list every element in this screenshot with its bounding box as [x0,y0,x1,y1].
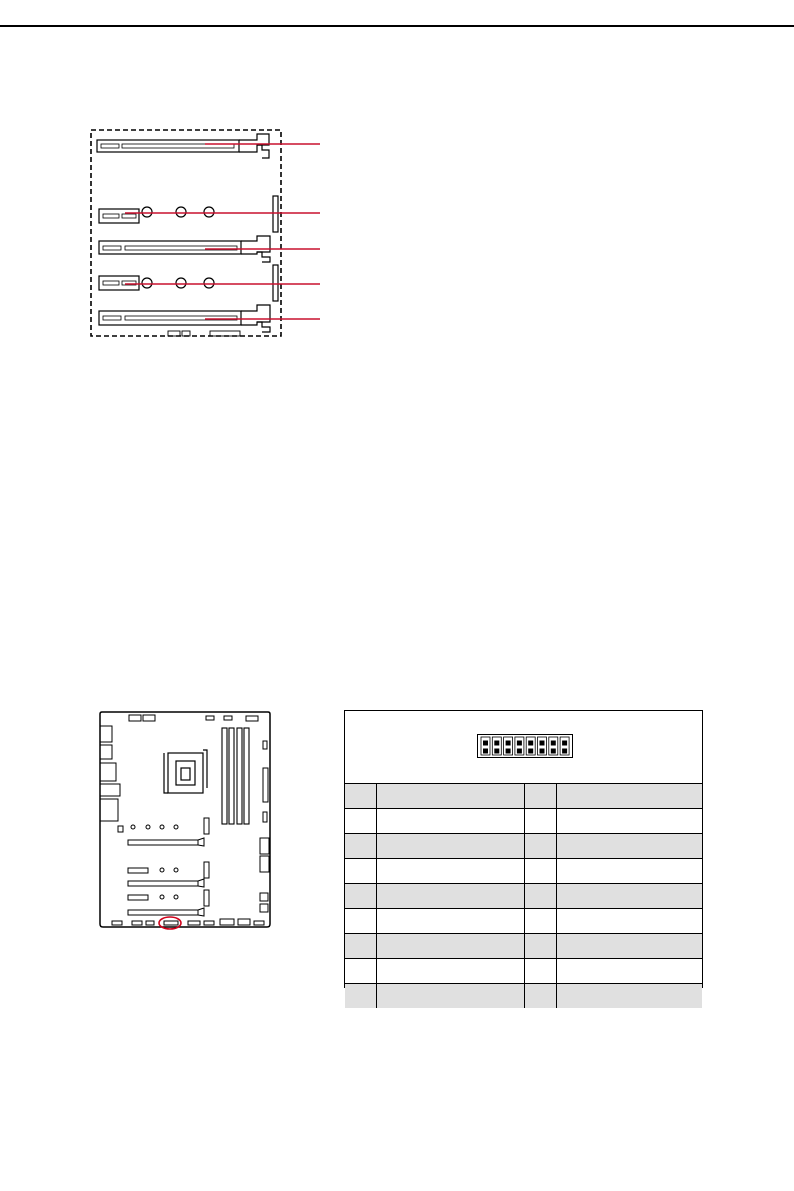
signal-name-cell [377,884,525,909]
pin [517,749,521,753]
signal-name-cell [557,984,703,1009]
standoff-hole [142,278,152,288]
pin-number-cell [345,884,377,909]
cpu-socket [164,750,207,793]
standoff-hole [204,278,214,288]
pin-number-cell [345,909,377,934]
pin [563,741,567,745]
pin-number-header [525,784,557,809]
pin [551,741,555,745]
standoff-hole [204,207,214,217]
callout-lines [125,144,320,319]
cpu-power-connector [143,715,155,721]
signal-name-header [377,784,525,809]
pin [506,741,510,745]
signal-name-cell [557,884,703,909]
pcie-slot-4 [99,276,214,290]
board-section-outline [91,130,281,336]
pcie-slots-small [118,818,209,916]
pin-number-cell [525,909,557,934]
table-header-row [345,784,702,809]
pin [551,749,555,753]
pinout-row [345,984,702,1009]
pin [529,749,533,753]
pinout-row [345,934,702,959]
pin-number-cell [525,834,557,859]
pinout-row [345,909,702,934]
pin-number-cell [525,934,557,959]
pinout-table [345,783,702,1008]
atx-power-connector [263,768,268,802]
signal-name-cell [557,934,703,959]
pin-number-cell [345,984,377,1009]
signal-name-cell [377,959,525,984]
standoff-hole [142,207,152,217]
signal-name-cell [377,934,525,959]
pinout-row [345,859,702,884]
pin [484,749,488,753]
pin-number-cell [345,859,377,884]
pin [495,741,499,745]
signal-name-cell [557,834,703,859]
signal-name-cell [377,909,525,934]
pin [563,749,567,753]
pcie-slots-diagram [0,0,794,360]
motherboard-layout-diagram [96,708,276,940]
pinout-panel [344,710,703,988]
pin-number-header [345,784,377,809]
pin-number-cell [345,809,377,834]
signal-name-cell [557,959,703,984]
signal-name-cell [377,859,525,884]
signal-name-cell [377,834,525,859]
pin [495,749,499,753]
signal-name-cell [557,859,703,884]
pin [506,749,510,753]
pin [529,741,533,745]
pin-number-cell [345,934,377,959]
standoff-hole [176,207,186,217]
dimm-slots [222,728,249,824]
m2-connector [273,196,278,232]
pin-number-cell [345,834,377,859]
signal-name-cell [377,809,525,834]
bottom-headers [112,919,264,925]
pinout-row [345,959,702,984]
m2-connector [273,265,278,301]
pin [484,741,488,745]
signal-name-cell [557,809,703,834]
pcie-slot-1 [97,134,269,158]
signal-name-cell [557,909,703,934]
rear-io-panel [100,726,120,821]
pin-number-cell [525,809,557,834]
pin [517,741,521,745]
cpu-power-connector [129,715,141,721]
pin-number-cell [345,959,377,984]
pin-number-cell [525,984,557,1009]
pin-header-icon [477,734,573,758]
pcie-slot-2 [99,207,214,223]
pin [540,741,544,745]
pin-number-cell [525,884,557,909]
pin-number-cell [525,859,557,884]
signal-name-header [557,784,703,809]
pinout-row [345,834,702,859]
standoff-hole [176,278,186,288]
pinout-row [345,884,702,909]
signal-name-cell [377,984,525,1009]
pin-number-cell [525,959,557,984]
pin [540,749,544,753]
pinout-row [345,809,702,834]
